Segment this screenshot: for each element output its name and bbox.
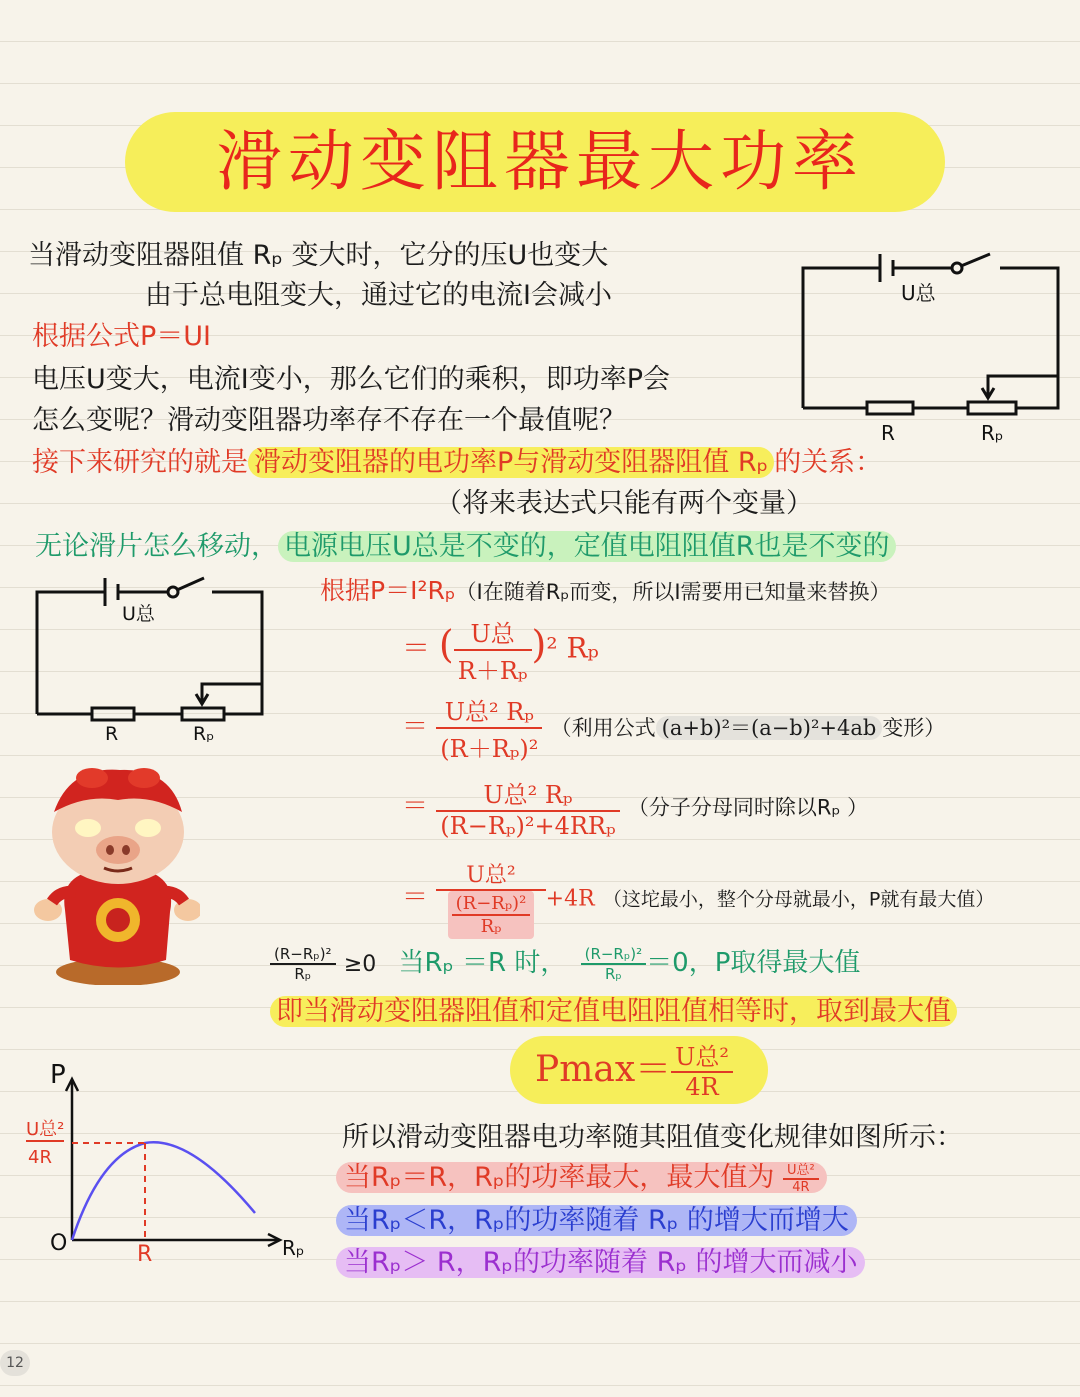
circuit-left-r-label: R	[105, 723, 119, 745]
derivation-step-5	[402, 858, 994, 939]
circuit-top-r-label: R	[881, 421, 895, 445]
summary-rule-2	[336, 1201, 857, 1241]
power-resistance-graph	[20, 1055, 320, 1270]
intro-line-8-b: 电源电压U总是不变的，定值电阻阻值R也是不变的	[278, 531, 896, 562]
derivation-step-3	[402, 692, 945, 764]
pmax-formula	[535, 1036, 733, 1104]
condition-ge: ≥0	[343, 952, 377, 977]
pmax-numerator: U总²	[671, 1043, 733, 1073]
derivation-step-1	[320, 572, 891, 610]
step-3-denominator: (R＋Rₚ)²	[440, 735, 539, 763]
summary-rule-1	[336, 1158, 827, 1198]
page-number-badge: 12	[0, 1350, 30, 1376]
intro-line-6	[32, 443, 882, 483]
intro-line-6-b: 滑动变阻器的电功率P与滑动变阻器阻值 Rₚ	[248, 447, 774, 478]
condition-numerator-2: (R−Rₚ)²	[581, 945, 647, 965]
intro-line-6-a: 接下来研究的就是	[32, 447, 248, 478]
close-paren: )	[531, 622, 547, 667]
peak-numerator: U总²	[26, 1119, 65, 1140]
step-4-note: （分子分母同时除以Rₚ ）	[627, 795, 869, 820]
conclusion-text: 即当滑动变阻器阻值和定值电阻阻值相等时，取到最大值	[270, 996, 957, 1027]
summary-rule-2-text: 当Rₚ＜R，Rₚ的功率随着 Rₚ 的增大而增大	[336, 1205, 857, 1236]
condition-when: 当Rₚ ＝R 时，	[398, 948, 567, 978]
step-5-inner-denominator: Rₚ	[480, 916, 502, 937]
condition-line	[270, 942, 860, 983]
step-5-tail: +4R	[545, 886, 595, 912]
intro-line-5: 怎么变呢？滑动变阻器功率存不存在一个最值呢？	[32, 405, 626, 436]
intro-line-8	[35, 527, 896, 567]
page-title: 滑动变阻器最大功率	[216, 123, 864, 200]
condition-denominator: Rₚ	[294, 964, 312, 983]
circuit-top-source-label: U总	[901, 281, 936, 305]
derivation-step-4	[402, 775, 868, 840]
condition-denominator-2: Rₚ	[604, 964, 622, 983]
cartoon-pig-illustration	[30, 760, 200, 985]
pmax-lhs: Pmax＝	[535, 1049, 672, 1090]
power-curve	[72, 1142, 255, 1240]
step-3-note-a: （利用公式	[550, 716, 656, 740]
step-5-note: （这坨最小，整个分母就最小，P就有最大值）	[602, 888, 995, 911]
conclusion-line	[270, 992, 957, 1032]
r-axis-mark: R	[137, 1242, 153, 1267]
origin-label: O	[50, 1231, 68, 1256]
equals-sign: ＝	[402, 631, 431, 665]
step-2-denominator: R＋Rₚ	[457, 657, 528, 685]
summary-rule-1-highlight	[336, 1162, 827, 1193]
intro-line-7: （将来表达式只能有两个变量）	[435, 488, 813, 519]
step-3-note-b: (a+b)²＝(a−b)²+4ab	[656, 716, 883, 740]
intro-line-4: 电压U变大，电流I变小，那么它们的乘积，即功率P会	[32, 364, 671, 395]
derivation-step-1-formula: 根据P＝I²Rₚ	[320, 576, 456, 605]
intro-line-8-a: 无论滑片怎么移动，	[35, 531, 278, 562]
intro-line-1: 当滑动变阻器阻值 Rₚ 变大时，它分的压U也变大	[28, 240, 609, 271]
step-5-inner-numerator: (R−Rₚ)²	[452, 893, 531, 916]
y-axis-label: P	[50, 1060, 66, 1090]
pmax-denominator: 4R	[685, 1073, 719, 1101]
derivation-step-2	[402, 614, 599, 686]
intro-line-3: 根据公式P＝UI	[32, 321, 212, 352]
step-2-tail: ² Rₚ	[546, 631, 599, 665]
step-5-numerator: U总²	[436, 858, 545, 891]
step-5-denominator	[436, 891, 545, 939]
circuit-left-rp-label: Rₚ	[193, 723, 215, 745]
open-paren: (	[438, 622, 454, 667]
summary-intro: 所以滑动变阻器电功率随其阻值变化规律如图所示：	[342, 1122, 963, 1153]
x-axis-label: Rₚ	[282, 1236, 305, 1260]
peak-denominator: 4R	[28, 1147, 52, 1168]
derivation-step-1-note: （I在随着Rₚ而变，所以I需要用已知量来替换）	[455, 580, 891, 604]
intro-line-6-c: 的关系：	[774, 447, 883, 478]
step-3-numerator: U总² Rₚ	[436, 692, 542, 729]
equals-sign: ＝	[402, 791, 429, 822]
intro-line-2: 由于总电阻变大，通过它的电流I会减小	[145, 280, 612, 311]
equals-sign: ＝	[402, 882, 429, 913]
step-4-numerator: U总² Rₚ	[436, 775, 619, 812]
condition-numerator: (R−Rₚ)²	[270, 945, 336, 965]
step-2-numerator: U总	[454, 614, 532, 651]
circuit-top-rp-label: Rₚ	[981, 421, 1004, 445]
summary-rule-1-numerator: U总²	[783, 1163, 819, 1180]
step-4-denominator: (R−Rₚ)²+4RRₚ	[440, 812, 616, 840]
circuit-diagram-top	[795, 248, 1070, 448]
step-3-note-c: 变形）	[882, 716, 946, 740]
summary-rule-1-denominator: 4R	[792, 1179, 810, 1195]
circuit-left-source-label: U总	[122, 603, 155, 625]
summary-rule-1-text: 当Rₚ＝R，Rₚ的功率最大，最大值为	[344, 1162, 775, 1193]
equals-sign: ＝	[402, 712, 429, 742]
circuit-diagram-left	[30, 572, 275, 747]
summary-rule-3-text: 当Rₚ＞ R，Rₚ的功率随着 Rₚ 的增大而减小	[336, 1247, 865, 1278]
condition-result: ＝0，P取得最大值	[646, 948, 861, 978]
summary-rule-3	[336, 1243, 865, 1283]
